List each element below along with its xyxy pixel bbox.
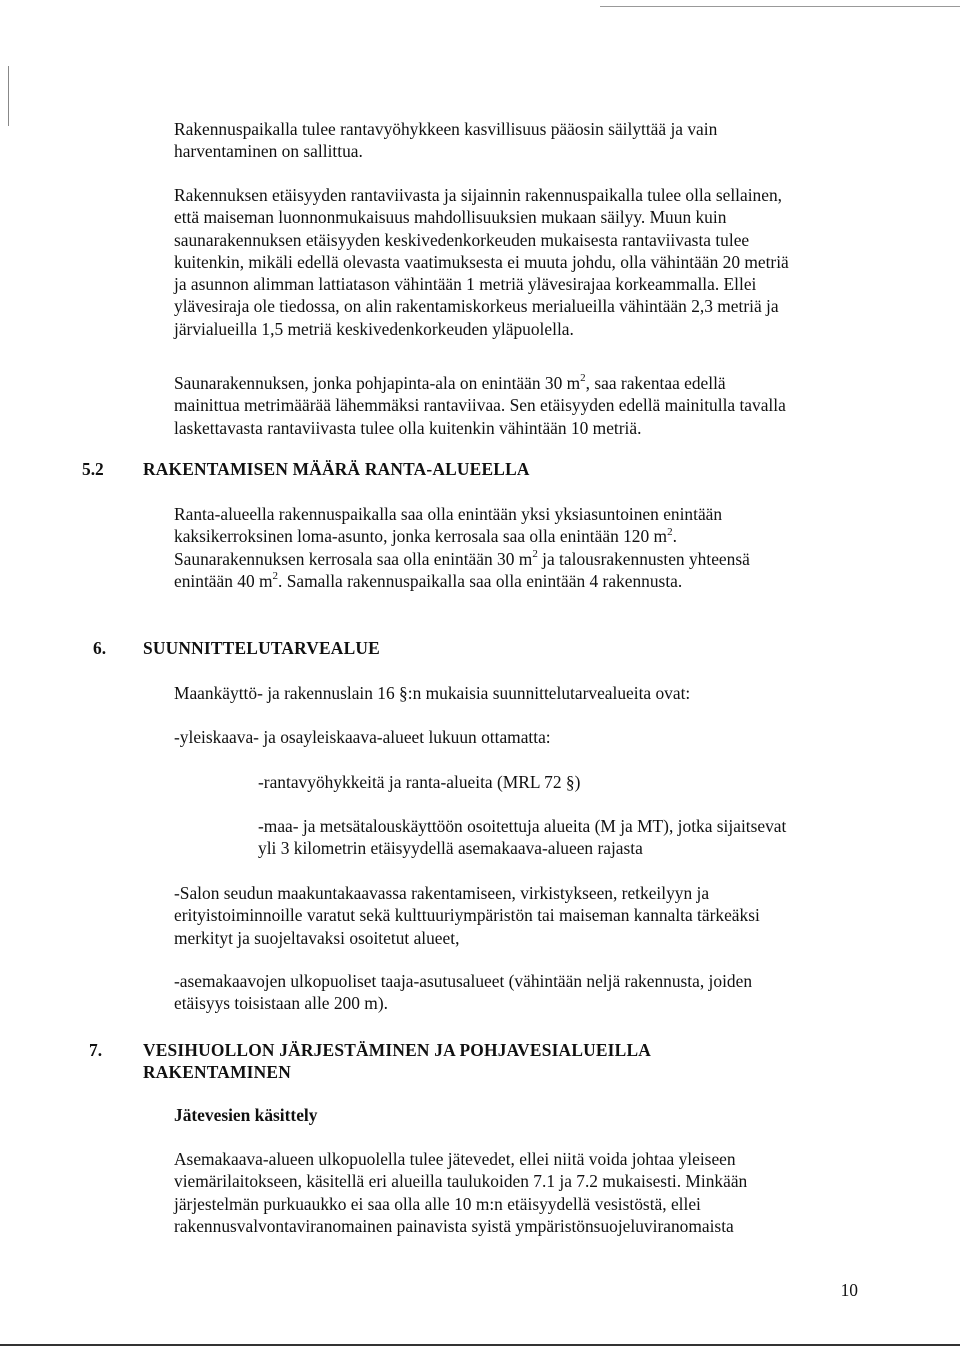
text-line: etäisyys toisistaan alle 200 m). <box>174 993 388 1014</box>
heading-line: VESIHUOLLON JÄRJESTÄMINEN JA POHJAVESIALUEILLA <box>143 1040 651 1060</box>
text-fragment: , saa rakentaa edellä <box>585 373 726 393</box>
text-line: Rakennuksen etäisyyden rantaviivasta ja sijainnin rakennuspaikalla tulee olla sellainen, <box>174 185 782 205</box>
sub-list-item <box>258 815 958 860</box>
text-line: järjestelmän purkuaukko ei saa olla alle 10 m:n etäisyydellä vesistöstä, ellei <box>174 1193 701 1214</box>
section-number: 5.2 <box>82 459 104 479</box>
text-line: -maa- ja metsätalouskäyttöön osoitettuja alueita (M ja MT), jotka sijaitsevat <box>258 816 787 836</box>
text-line: yli 3 kilometrin etäisyydellä asemakaava-alueen rajasta <box>258 838 643 859</box>
sub-heading: Jätevesien käsittely <box>174 1105 318 1125</box>
text-line: viemärilaitokseen, käsitellä eri alueilla taulukoiden 7.1 ja 7.2 mukaisesti. Minkään <box>174 1171 748 1192</box>
superscript: 2 <box>667 525 673 538</box>
text-line: erityistoiminnoille varatut sekä kulttuuriympäristön tai maiseman kannalta tärkeäksi <box>174 905 760 926</box>
text-line: Rakennuspaikalla tulee rantavyöhykkeen kasvillisuus pääosin säilyttää ja vain <box>174 119 718 139</box>
text-line <box>174 525 874 547</box>
superscript: 2 <box>580 372 586 385</box>
text-line: Ranta-alueella rakennuspaikalla saa olla enintään yksi yksiasuntoinen enintään <box>174 504 723 524</box>
section-heading <box>143 1039 651 1084</box>
heading-line: RAKENTAMINEN <box>143 1062 291 1083</box>
list-item <box>174 882 874 949</box>
text-line: saunarakennuksen etäisyyden keskivedenkorkeuden mukaisesta rantaviivasta tulee <box>174 229 750 250</box>
section-heading: SUUNNITTELUTARVEALUE <box>143 638 380 658</box>
list-item: -yleiskaava- ja osayleiskaava-alueet lukuun ottamatta: <box>174 727 551 747</box>
text-fragment: . Samalla rakennuspaikalla saa olla enintään 4 rakennusta. <box>278 570 683 591</box>
text-line: rakennusvalvontaviranomainen painavista syistä ympäristönsuojeluviranomaista <box>174 1215 734 1236</box>
scan-border-bottom <box>0 1344 960 1346</box>
text-line <box>174 372 874 394</box>
text-line: -asemakaavojen ulkopuoliset taaja-asutusalueet (vähintään neljä rakennusta, joiden <box>174 971 753 991</box>
text-line <box>174 548 874 570</box>
text-line: -Salon seudun maakuntakaavassa rakentamiseen, virkistykseen, retkeilyyn ja <box>174 883 710 903</box>
scan-border-left <box>8 66 9 126</box>
paragraph-wastewater <box>174 1148 874 1237</box>
sub-list-item: -rantavyöhykkeitä ja ranta-alueita (MRL 72 §) <box>258 772 581 792</box>
text-fragment: Saunarakennuksen, jonka pohjapinta-ala on enintään 30 m <box>174 373 581 393</box>
text-fragment: enintään 40 m <box>174 570 273 591</box>
section-number: 7. <box>89 1040 103 1060</box>
superscript: 2 <box>532 547 538 560</box>
text-line: ylävesiraja ole tiedossa, on alin rakentamiskorkeus merialueilla vähintään 2,3 metriä ja <box>174 296 779 317</box>
section-heading: RAKENTAMISEN MÄÄRÄ RANTA-ALUEELLA <box>143 459 530 479</box>
paragraph-building-distance <box>174 184 874 340</box>
superscript: 2 <box>272 570 279 583</box>
section-number: 6. <box>93 638 107 658</box>
text-fragment: kaksikerroksinen loma-asunto, jonka kerrosala saa olla enintään 120 m <box>174 526 668 547</box>
text-line: Asemakaava-alueen ulkopuolella tulee jätevedet, ellei niitä voida johtaa yleiseen <box>174 1149 736 1169</box>
text-fragment: ja talousrakennusten yhteensä <box>537 548 750 569</box>
scan-border-top <box>600 6 960 7</box>
paragraph-planning-intro: Maankäyttö- ja rakennuslain 16 §:n mukaisia suunnittelutarvealueita ovat: <box>174 683 691 703</box>
text-line: kuitenkin, mikäli edellä olevasta vaatimuksesta ei muuta johdu, olla vähintään 20 metriä <box>174 251 789 272</box>
text-line: järvialueilla 1,5 metriä keskivedenkorkeuden yläpuolella. <box>174 318 574 339</box>
text-fragment: . <box>672 526 677 547</box>
paragraph-sauna <box>174 372 874 439</box>
text-fragment: Saunarakennuksen kerrosala saa olla enintään 30 m <box>174 548 533 569</box>
text-line: laskettavasta rantaviivasta tulee olla kuitenkin vähintään 10 metriä. <box>174 417 642 438</box>
text-line <box>174 570 874 592</box>
text-line: harventaminen on sallittua. <box>174 141 363 162</box>
list-item <box>174 970 874 1015</box>
paragraph-vegetation <box>174 118 874 163</box>
paragraph-building-amount <box>174 503 874 592</box>
page-number: 10 <box>840 1280 858 1300</box>
text-line: että maiseman luonnonmukaisuus mahdollisuuksien mukaan säilyy. Muun kuin <box>174 207 727 228</box>
text-line: mainittua metrimäärää lähemmäksi rantaviivaa. Sen etäisyyden edellä mainitulla tavalla <box>174 395 786 416</box>
text-line: merkityt ja suojeltavaksi osoitetut alueet, <box>174 927 460 948</box>
text-line: ja asunnon alimman lattiatason vähintään 1 metriä ylävesirajaa korkeammalla. Ellei <box>174 274 757 295</box>
